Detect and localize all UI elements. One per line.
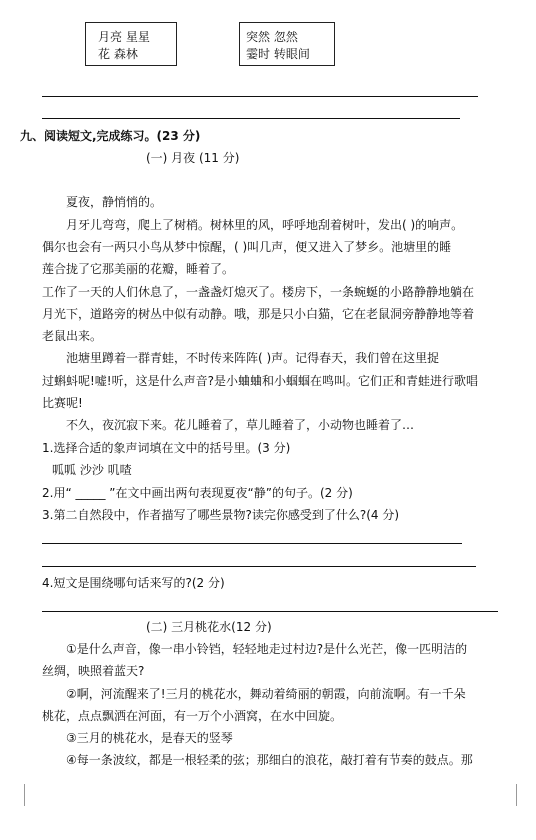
- word-box-right: [239, 22, 335, 66]
- paragraph: 偶尔也会有一两只小鸟从梦中惊醒，( )叫几声，便又进入了梦乡。池塘里的睡: [42, 240, 452, 254]
- answer-line[interactable]: [42, 543, 462, 544]
- part2-title: (二) 三月桃花水(12 分): [146, 620, 272, 634]
- question-1-options: 呱呱 沙沙 叽喳: [52, 463, 132, 477]
- answer-line[interactable]: [42, 611, 498, 612]
- paragraph: 月牙儿弯弯，爬上了树梢。树林里的风，呼呼地刮着树叶，发出( )的响声。: [66, 218, 464, 232]
- paragraph: ③三月的桃花水，是春天的竖琴: [66, 731, 233, 745]
- word-box-left: [85, 22, 177, 66]
- answer-line[interactable]: [42, 118, 460, 119]
- paragraph: 月光下，道路旁的树丛中似有动静。哦，那是只小白猫，它在老鼠洞旁静静地等着: [42, 307, 475, 321]
- question-3: 3.第二自然段中，作者描写了哪些景物?读完你感受到了什么?(4 分): [42, 508, 400, 522]
- paragraph: 桃花，点点飘洒在河面，有一万个小酒窝，在水中回旋。: [42, 709, 343, 723]
- paragraph: ①是什么声音，像一串小铃铛，轻轻地走过村边?是什么光芒，像一匹明洁的: [66, 642, 468, 656]
- crop-mark: [516, 784, 527, 806]
- crop-mark: [14, 784, 25, 806]
- word-box-left-row1: 月亮 星星: [98, 30, 150, 44]
- word-box-left-row2: 花 森林: [98, 47, 138, 61]
- word-box-right-row2: 霎时 转眼间: [246, 47, 310, 61]
- answer-line[interactable]: [42, 96, 478, 97]
- answer-line[interactable]: [42, 566, 476, 567]
- paragraph: 比赛呢!: [42, 396, 83, 410]
- part1-title: (一) 月夜 (11 分): [146, 151, 240, 165]
- paragraph: 莲合拢了它那美丽的花瓣，睡着了。: [42, 262, 235, 276]
- paragraph: 丝绸，映照着蓝天?: [42, 664, 145, 678]
- paragraph: 工作了一天的人们休息了，一盏盏灯熄灭了。楼房下，一条蜿蜒的小路静静地躺在: [42, 285, 475, 299]
- paragraph: 老鼠出来。: [42, 329, 103, 343]
- paragraph: 夏夜，静悄悄的。: [66, 195, 163, 209]
- paragraph: 池塘里蹲着一群青蛙，不时传来阵阵( )声。记得春天，我们曾在这里捉: [66, 351, 440, 365]
- question-1: 1.选择合适的象声词填在文中的括号里。(3 分): [42, 441, 291, 455]
- paragraph: ④每一条波纹，都是一根轻柔的弦；那细白的浪花，敲打着有节奏的鼓点。那: [66, 753, 473, 767]
- word-box-right-row1: 突然 忽然: [246, 30, 298, 44]
- paragraph: 过蝌蚪呢!嘘!听，这是什么声音?是小蛐蛐和小蝈蝈在鸣叫。它们正和青蛙进行歌唱: [42, 374, 478, 388]
- question-4: 4.短文是围绕哪句话来写的?(2 分): [42, 576, 225, 590]
- section-heading: 九、阅读短文,完成练习。(23 分): [20, 129, 201, 143]
- question-2: 2.用“ _____ ”在文中画出两句表现夏夜“静”的句子。(2 分): [42, 486, 353, 500]
- paragraph: ②啊，河流醒来了!三月的桃花水，舞动着绮丽的朝霞，向前流啊。有一千朵: [66, 687, 466, 701]
- paragraph: 不久，夜沉寂下来。花儿睡着了，草儿睡着了，小动物也睡着了…: [66, 418, 415, 432]
